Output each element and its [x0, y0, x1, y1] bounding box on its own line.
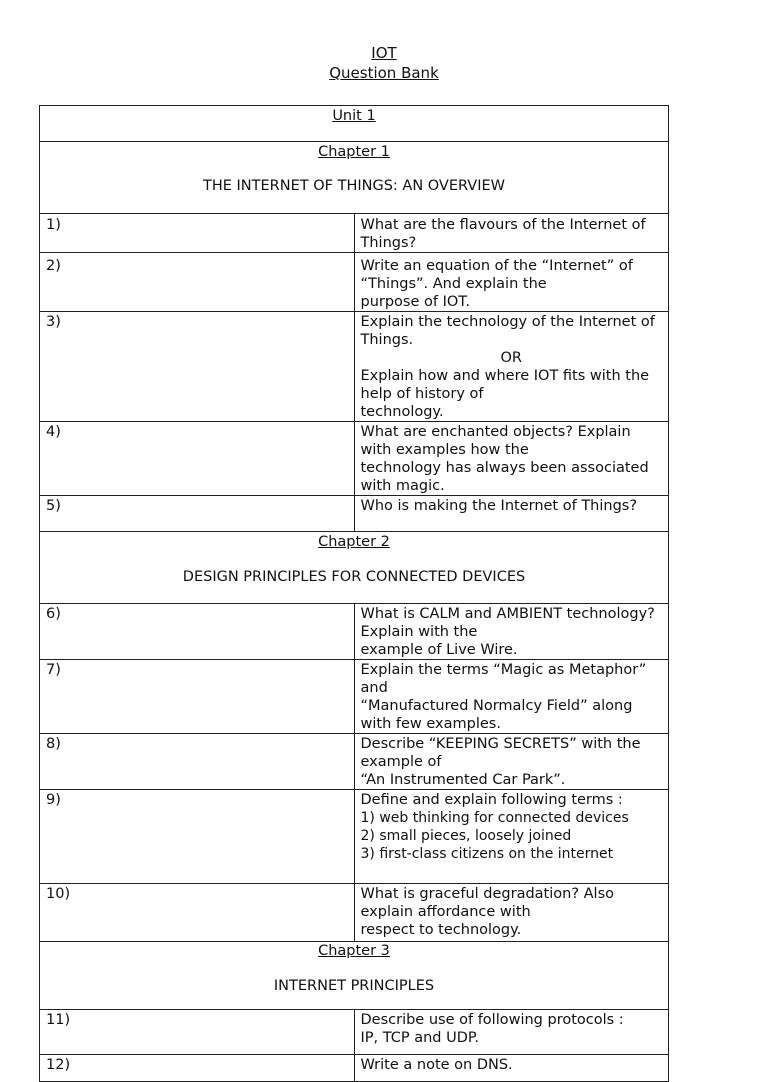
question-row [40, 214, 669, 253]
question-text [354, 790, 669, 884]
question-line: “An Instrumented Car Park”. [360, 772, 566, 788]
question-row [40, 422, 669, 496]
question-text [354, 734, 669, 790]
question-text [354, 422, 669, 496]
chapter-label: Chapter 2 [318, 534, 390, 550]
sub-item: 1) web thinking for connected devices [360, 810, 629, 826]
question-line: Write a note on DNS. [360, 1057, 513, 1073]
chapter-cell [40, 532, 669, 604]
question-text [354, 253, 669, 312]
or-separator: OR [500, 350, 522, 366]
question-line: Define and explain following terms : [360, 792, 623, 808]
unit-cell [40, 106, 669, 142]
question-number: 1) [40, 214, 355, 253]
question-line: Explain the technology of the Internet of Things. [360, 314, 655, 348]
question-text [354, 496, 669, 532]
question-line: technology has always been associated with magic. [360, 460, 649, 494]
question-line: Describe use of following protocols : [360, 1012, 624, 1028]
question-number: 12) [40, 1055, 355, 1082]
question-row [40, 496, 669, 532]
question-row [40, 660, 669, 734]
chapter-label: Chapter 3 [318, 943, 390, 959]
question-row [40, 1055, 669, 1082]
sub-item: 2) small pieces, loosely joined [360, 828, 572, 844]
unit-row [40, 106, 669, 142]
question-line: What are the flavours of the Internet of Things? [360, 217, 646, 251]
question-number: 11) [40, 1010, 355, 1055]
question-text [354, 604, 669, 660]
question-line: Explain how and where IOT fits with the help of history of [360, 368, 650, 402]
question-line: example of Live Wire. [360, 642, 518, 658]
question-table [39, 105, 669, 1082]
question-number: 10) [40, 884, 355, 942]
question-line: Describe “KEEPING SECRETS” with the example of [360, 736, 641, 770]
question-row [40, 790, 669, 884]
question-row [40, 312, 669, 422]
question-text [354, 660, 669, 734]
document-title: IOT [371, 44, 397, 62]
question-text [354, 214, 669, 253]
question-line: technology. [360, 404, 444, 420]
question-line: What are enchanted objects? Explain with examples how the [360, 424, 631, 458]
question-text [354, 1010, 669, 1055]
question-row [40, 253, 669, 312]
question-number: 8) [40, 734, 355, 790]
question-line: “Manufactured Normalcy Field” along with few examples. [360, 698, 633, 732]
question-number: 7) [40, 660, 355, 734]
chapter-row [40, 532, 669, 604]
chapter-heading: INTERNET PRINCIPLES [273, 978, 435, 994]
chapter-cell [40, 942, 669, 1010]
question-line: What is CALM and AMBIENT technology? Explain with the [360, 606, 655, 640]
question-row [40, 604, 669, 660]
question-row [40, 884, 669, 942]
chapter-row [40, 142, 669, 214]
sub-item: 3) first-class citizens on the internet [360, 846, 614, 862]
question-line: purpose of IOT. [360, 294, 471, 310]
question-line: Who is making the Internet of Things? [360, 498, 638, 514]
question-line: What is graceful degradation? Also explain affordance with [360, 886, 614, 920]
question-number: 2) [40, 253, 355, 312]
chapter-row [40, 942, 669, 1010]
question-number: 6) [40, 604, 355, 660]
question-number: 4) [40, 422, 355, 496]
question-number: 9) [40, 790, 355, 884]
chapter-heading: THE INTERNET OF THINGS: AN OVERVIEW [203, 178, 505, 194]
question-row [40, 1010, 669, 1055]
question-row [40, 734, 669, 790]
chapter-label: Chapter 1 [318, 144, 390, 160]
question-text [354, 1055, 669, 1082]
unit-label: Unit 1 [332, 108, 376, 124]
question-text [354, 884, 669, 942]
chapter-cell [40, 142, 669, 214]
document-subtitle: Question Bank [329, 64, 439, 82]
question-line: IP, TCP and UDP. [360, 1030, 479, 1046]
question-number: 5) [40, 496, 355, 532]
question-line: Explain the terms “Magic as Metaphor” and [360, 662, 647, 696]
question-line: respect to technology. [360, 922, 522, 938]
question-line: Write an equation of the “Internet” of “Things”. And explain the [360, 258, 633, 292]
chapter-heading: DESIGN PRINCIPLES FOR CONNECTED DEVICES [182, 569, 526, 585]
question-number: 3) [40, 312, 355, 422]
question-text [354, 312, 669, 422]
